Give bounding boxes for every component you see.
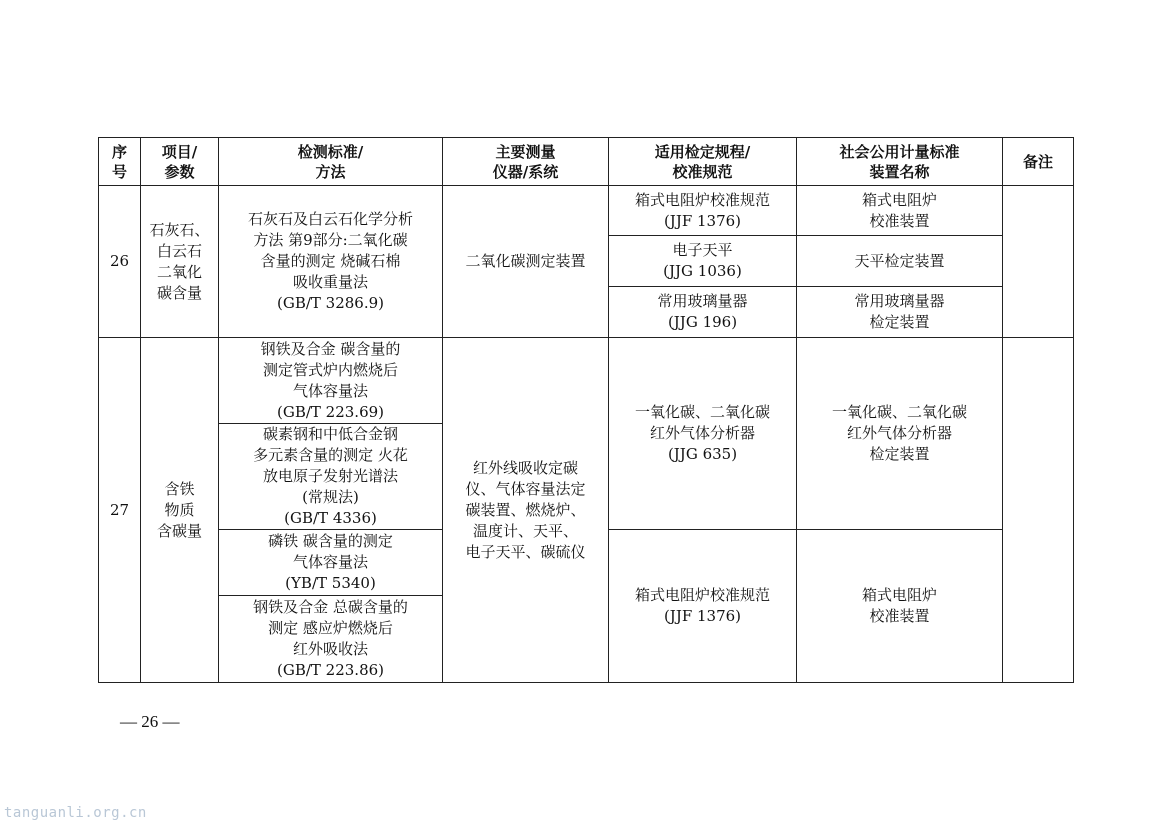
header-row [99,138,1074,186]
header-regulation: 适用检定规程/ 校准规范 [609,138,797,186]
header-note: 备注 [1003,138,1074,186]
table-row [99,338,1074,424]
row27-standard: 碳素钢和中低合金钢 多元素含量的测定 火花 放电原子发射光谱法 (常规法) (GB/T 4336) [219,424,443,530]
watermark: tanguanli.org.cn [4,805,147,821]
row26-device: 箱式电阻炉 校准装置 [797,186,1003,236]
row26-standard: 石灰石及白云石化学分析 方法 第9部分:二氧化碳 含量的测定 烧碱石棉 吸收重量法 (GB/T 3286.9) [219,186,443,338]
row27-instrument: 红外线吸收定碳 仪、气体容量法定 碳装置、燃烧炉、 温度计、天平、 电子天平、碳硫仪 [443,338,609,683]
row26-instrument: 二氧化碳测定装置 [443,186,609,338]
row26-device: 天平检定装置 [797,236,1003,287]
row27-standard: 钢铁及合金 碳含量的 测定管式炉内燃烧后 气体容量法 (GB/T 223.69) [219,338,443,424]
page-number: — 26 — [120,712,180,731]
row26-regulation: 常用玻璃量器 (JJG 196) [609,287,797,338]
header-device: 社会公用计量标准 装置名称 [797,138,1003,186]
row27-standard: 钢铁及合金 总碳含量的 测定 感应炉燃烧后 红外吸收法 (GB/T 223.86) [219,596,443,683]
row27-note [1003,338,1074,683]
row27-device: 一氧化碳、二氧化碳 红外气体分析器 检定装置 [797,338,1003,530]
row27-item: 含铁 物质 含碳量 [141,338,219,683]
standards-table [98,137,1074,683]
header-no: 序 号 [99,138,141,186]
row26-regulation: 电子天平 (JJG 1036) [609,236,797,287]
row27-regulation: 箱式电阻炉校准规范 (JJF 1376) [609,530,797,683]
row26-no: 26 [99,186,141,338]
row26-device: 常用玻璃量器 检定装置 [797,287,1003,338]
row27-no: 27 [99,338,141,683]
row27-regulation: 一氧化碳、二氧化碳 红外气体分析器 (JJG 635) [609,338,797,530]
row27-device: 箱式电阻炉 校准装置 [797,530,1003,683]
row27-standard: 磷铁 碳含量的测定 气体容量法 (YB/T 5340) [219,530,443,596]
header-instrument: 主要测量 仪器/系统 [443,138,609,186]
row26-item: 石灰石、 白云石 二氧化 碳含量 [141,186,219,338]
header-item: 项目/ 参数 [141,138,219,186]
table-row [99,186,1074,236]
row26-note [1003,186,1074,338]
row26-regulation: 箱式电阻炉校准规范 (JJF 1376) [609,186,797,236]
header-standard: 检测标准/ 方法 [219,138,443,186]
